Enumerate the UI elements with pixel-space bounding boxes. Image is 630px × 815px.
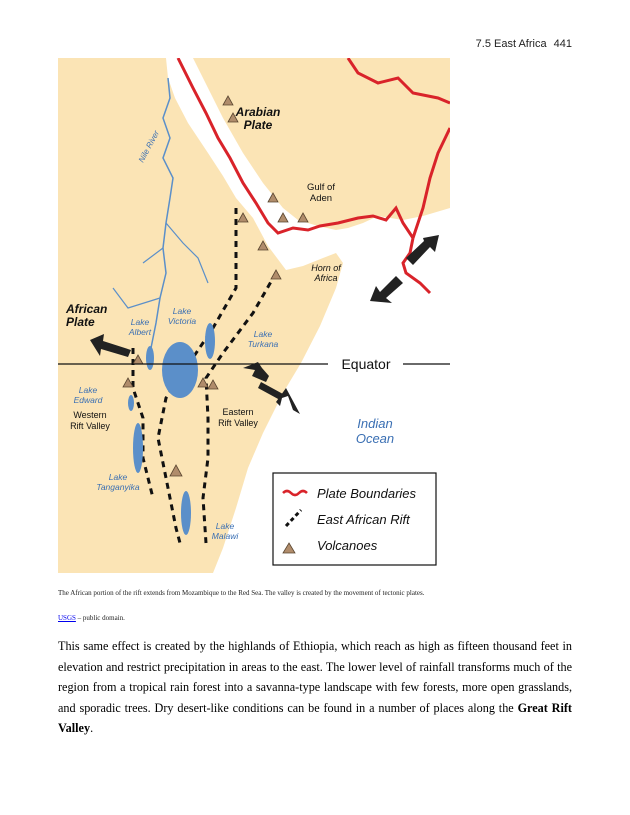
lake-victoria	[162, 342, 198, 398]
label-lake-edward: Lake Edward	[73, 385, 103, 405]
figure-caption: The African portion of the rift extends from Mozambique to the Red Sea. The valley is created by the movement of tectonic plates.	[58, 589, 425, 597]
label-african-plate: African Plate	[66, 302, 108, 329]
body-paragraph	[58, 636, 572, 739]
usgs-link[interactable]: USGS	[58, 614, 76, 622]
label-horn-of-africa: Horn of Africa	[311, 263, 341, 283]
section-title: 7.5 East Africa	[475, 38, 547, 50]
label-western-rift-valley: Western Rift Valley	[70, 410, 110, 431]
label-nile-river: Nile River	[136, 129, 162, 164]
image-credit	[58, 614, 125, 622]
label-lake-albert: Lake Albert	[128, 317, 152, 337]
legend-east-african-rift: East African Rift	[317, 512, 410, 527]
label-lake-turkana: Lake Turkana	[247, 329, 279, 349]
page-number: 441	[553, 38, 572, 50]
legend-volcanoes: Volcanoes	[317, 538, 378, 553]
lake-edward	[128, 395, 134, 411]
lake-turkana	[205, 323, 215, 359]
lake-tanganyika	[133, 423, 143, 473]
lake-malawi	[181, 491, 191, 535]
rift-valley-map	[58, 58, 450, 573]
label-lake-malawi: Lake Malawi	[211, 521, 239, 541]
label-arabian-plate: Arabian Plate	[235, 105, 281, 132]
legend-plate-boundaries: Plate Boundaries	[317, 486, 417, 501]
paragraph-text: This same effect is created by the highlands of Ethiopia, which reach as high as fifteen thousand feet in elevation and restrict precipitation in areas to the east. The lower level of rainfall transforms much of the region from a tropical rain forest into a savanna-type landscape with few forests, more open grasslands, and sporadic trees. Dry desert-like conditions can be found in a number of places along the	[58, 639, 572, 715]
label-equator: Equator	[341, 356, 391, 372]
label-gulf-of-aden: Gulf of Aden	[307, 182, 335, 204]
label-eastern-rift-valley: Eastern Rift Valley	[218, 407, 258, 428]
label-lake-tanganyika: Lake Tanganyika	[96, 472, 140, 492]
label-indian-ocean: Indian Ocean	[355, 416, 395, 446]
paragraph-end: .	[90, 721, 94, 735]
page-header	[472, 38, 572, 50]
label-lake-victoria: Lake Victoria	[167, 306, 197, 326]
lake-albert	[146, 346, 154, 370]
credit-text: – public domain.	[75, 614, 125, 622]
great-rift-valley-term: Great Rift Valley	[58, 700, 572, 735]
